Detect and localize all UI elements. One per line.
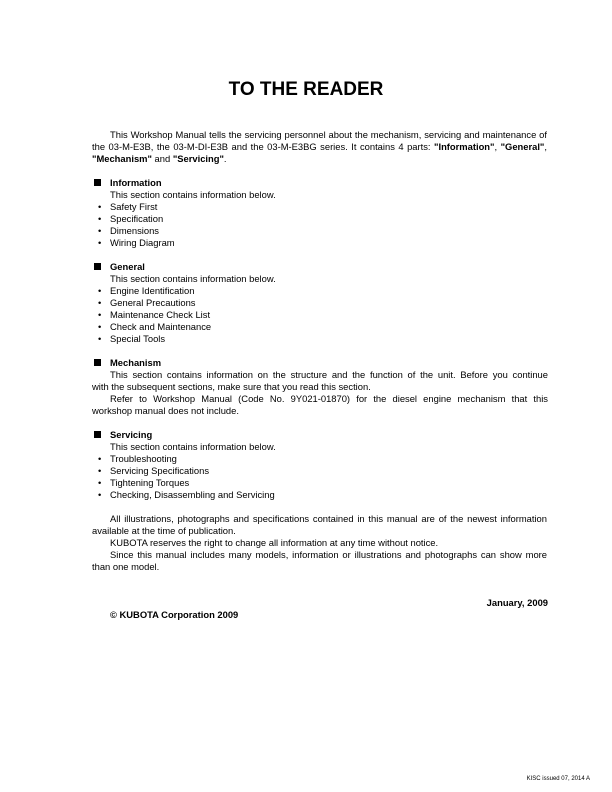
list-item-label: Maintenance Check List — [110, 309, 211, 320]
list-item — [92, 201, 548, 213]
copyright-notice: © KUBOTA Corporation 2009 — [110, 609, 239, 620]
section-intro: This section contains information below. — [110, 189, 276, 200]
section-heading — [92, 429, 548, 441]
bullet-icon: • — [98, 225, 102, 236]
list-item-label: Checking, Disassembling and Servicing — [110, 489, 275, 500]
section-heading — [92, 357, 548, 369]
section-title: Servicing — [110, 429, 153, 440]
section-title: Mechanism — [110, 357, 162, 368]
list-item-label: General Precautions — [110, 297, 196, 308]
section-title: Information — [110, 177, 162, 188]
intro-separator: , — [494, 141, 501, 152]
bullet-icon: • — [98, 453, 102, 464]
item-list — [92, 201, 548, 249]
square-bullet-icon — [94, 179, 101, 186]
section-information — [92, 177, 548, 249]
mechanism-line: Refer to Workshop Manual (Code No. 9Y021-01870) for the diesel engine mechanism that this — [110, 393, 548, 404]
list-item — [92, 489, 548, 501]
intro-paragraph — [92, 129, 547, 165]
intro-text: This Workshop Manual tells the servicing personnel about the mechanism, servicing and maintenance of the 03-M-E3B, the 03-M-DI-E3B and the 03-M-E3BG series. It contains 4 parts: — [92, 129, 547, 152]
list-item — [92, 465, 548, 477]
bullet-icon: • — [98, 477, 102, 488]
section-heading — [92, 261, 548, 273]
list-item-label: Wiring Diagram — [110, 237, 175, 248]
bullet-icon: • — [98, 213, 102, 224]
section-servicing — [92, 429, 548, 501]
section-mechanism — [92, 357, 548, 417]
bullet-icon: • — [98, 333, 102, 344]
section-general — [92, 261, 548, 345]
square-bullet-icon — [94, 359, 101, 366]
intro-separator: and — [151, 153, 173, 164]
list-item-label: Troubleshooting — [110, 453, 177, 464]
list-item-label: Dimensions — [110, 225, 159, 236]
intro-separator: , — [544, 141, 547, 152]
bullet-icon: • — [98, 201, 102, 212]
mechanism-line: with the subsequent sections, make sure that you read this section. — [92, 381, 371, 392]
list-item — [92, 213, 548, 225]
list-item — [92, 237, 548, 249]
list-item-label: Engine Identification — [110, 285, 195, 296]
part-servicing: "Servicing" — [172, 153, 224, 164]
section-intro: This section contains information below. — [110, 273, 276, 284]
part-information: "Information" — [434, 141, 495, 152]
section-heading — [92, 177, 548, 189]
list-item-label: Servicing Specifications — [110, 465, 210, 476]
bullet-icon: • — [98, 321, 102, 332]
item-list — [92, 453, 548, 501]
section-title: General — [110, 261, 145, 272]
list-item-label: Tightening Torques — [110, 477, 190, 488]
section-intro: This section contains information below. — [110, 441, 276, 452]
publication-date: January, 2009 — [486, 597, 548, 608]
list-item — [92, 309, 548, 321]
bullet-icon: • — [98, 297, 102, 308]
closing-paragraph-rights: KUBOTA reserves the right to change all information at any time without notice. — [110, 537, 439, 548]
item-list — [92, 285, 548, 345]
bullet-icon: • — [98, 489, 102, 500]
bullet-icon: • — [98, 285, 102, 296]
list-item-label: Check and Maintenance — [110, 321, 212, 332]
square-bullet-icon — [94, 431, 101, 438]
mechanism-line: workshop manual does not include. — [92, 405, 239, 416]
list-item-label: Specification — [110, 213, 164, 224]
list-item-label: Special Tools — [110, 333, 166, 344]
square-bullet-icon — [94, 263, 101, 270]
list-item — [92, 333, 548, 345]
intro-end: . — [223, 153, 227, 164]
closing-paragraph-models: Since this manual includes many models, information or illustrations and photographs can show more than one model. — [92, 549, 547, 572]
bullet-icon: • — [98, 237, 102, 248]
part-mechanism: "Mechanism" — [92, 153, 152, 164]
page-title: TO THE READER — [228, 79, 384, 100]
list-item — [92, 453, 548, 465]
footer-issue-note: KISC issued 07, 2014 A — [526, 776, 590, 782]
part-general: "General" — [500, 141, 545, 152]
list-item-label: Safety First — [110, 201, 158, 212]
list-item — [92, 285, 548, 297]
list-item — [92, 297, 548, 309]
list-item — [92, 225, 548, 237]
mechanism-line: This section contains information on the structure and the function of the unit. Before you continue — [110, 369, 548, 380]
bullet-icon: • — [98, 309, 102, 320]
list-item — [92, 321, 548, 333]
list-item — [92, 477, 548, 489]
bullet-icon: • — [98, 465, 102, 476]
closing-paragraph-illustrations: All illustrations, photographs and specifications contained in this manual are of the newest information available at the time of publication. — [92, 513, 547, 536]
